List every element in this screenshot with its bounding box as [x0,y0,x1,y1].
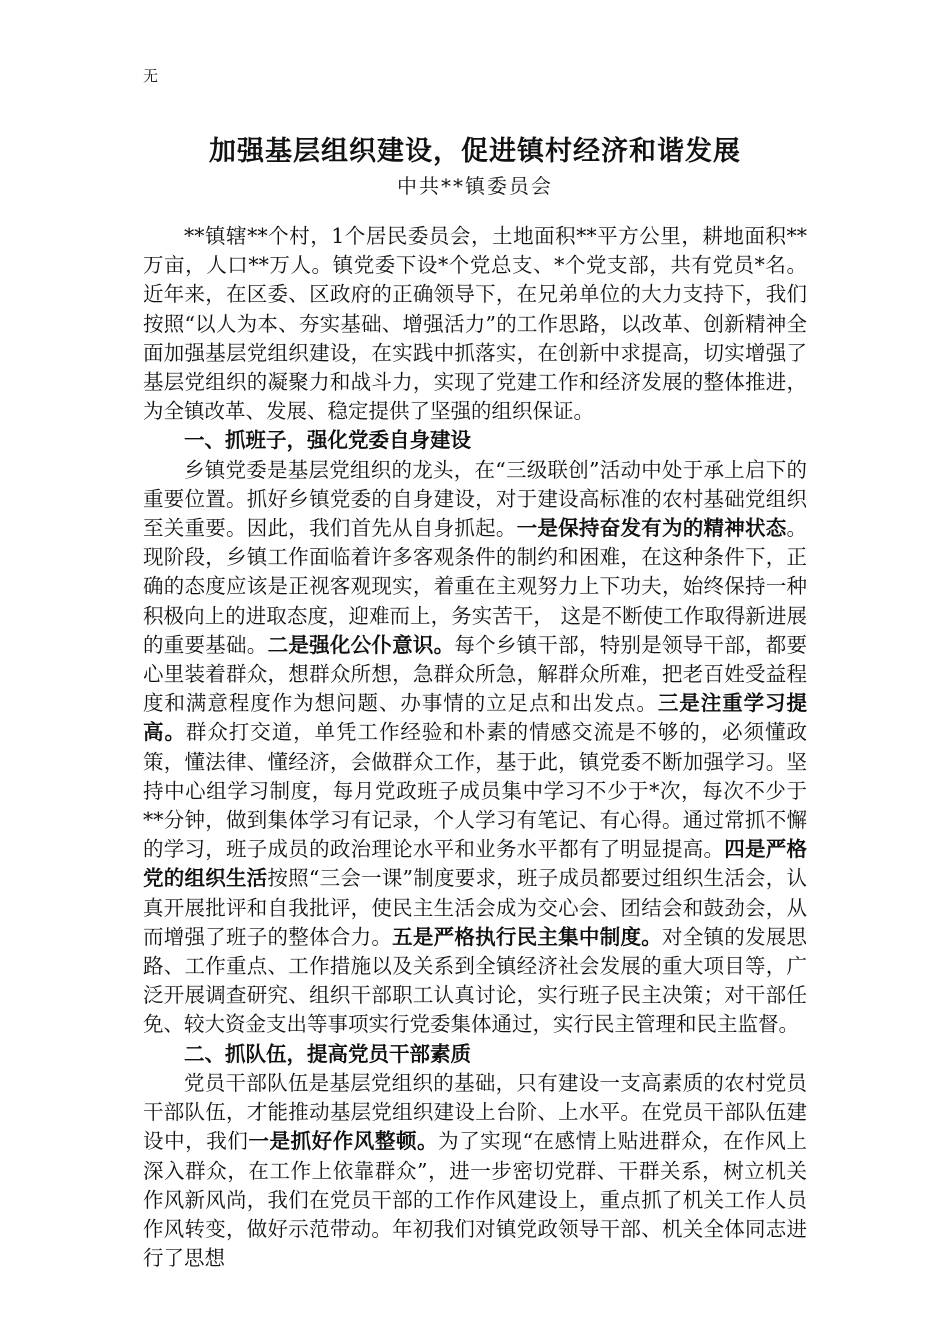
section1-point5: 五是严格执行民主集中制度。 [392,924,662,949]
section2-text1: 为了实现“在感情上贴进群众，在作风上深入群众，在工作上依靠群众”，进一步密切党群、干群关系，树立机关作风新风尚，我们在党员干部的工作作风建设上，重点抓了机关工作人员作风转变，做好示范带动。年初我们对镇党政领导干部、机关全体同志进行了思想 [143,1129,807,1271]
header-mark: 无 [143,67,159,85]
document-body [143,222,807,1273]
section1-text2: 每个乡镇干部，特别是领导干部，都要心里装着群众，想群众所想，急群众所急，解群众所难，把老百姓受益程度和满意程度作为想问题、办事情的立足点和出发点。 [143,632,808,716]
section1-point3: 三是注重学习提高。 [143,691,808,745]
section1-point4: 四是严格党的组织生活 [143,837,808,891]
intro-paragraph: **镇辖**个村，1个居民委员会，土地面积**平方公里，耕地面积**万亩，人口**万人。镇党委下设*个党总支、*个党支部，共有党员*名。近年来，在区委、区政府的正确领导下，在兄弟单位的大力支持下，我们按照“以人为本、夯实基础、增强活力”的工作思路，以改革、创新精神全面加强基层党组织建设，在实践中抓落实，在创新中求提高，切实增强了基层党组织的凝聚力和战斗力，实现了党建工作和经济发展的整体推进，为全镇改革、发展、稳定提供了坚强的组织保证。 [143,224,807,424]
section1-text3: 群众打交道，单凭工作经验和朴素的情感交流是不够的，必须懂政策，懂法律、懂经济，会做群众工作，基于此，镇党委不断加强学习。坚持中心组学习制度，每月党政班子成员集中学习不少于*次，每次不少于**分钟，做到集体学习有记录，个人学习有笔记、有心得。通过常抓不懈的学习，班子成员的政治理论水平和业务水平都有了明显提高。 [143,720,808,862]
section1-text-intro: 乡镇党委是基层党组织的龙头，在“三级联创”活动中处于承上启下的重要位置。抓好乡镇党委的自身建设，对于建设高标准的农村基础党组织至关重要。因此，我们首先从自身抓起。 [143,457,807,541]
section2-paragraph [143,1069,807,1273]
section1-heading: 一、抓班子，强化党委自身建设 [184,428,471,453]
section1-text5: 对全镇的发展思路、工作重点、工作措施以及关系到全镇经济社会发展的重大项目等，广泛开展调查研究、组织干部职工认真讨论，实行班子民主决策；对干部任免、较大资金支出等事项实行党委集体通过，实行民主管理和民主监督。 [143,924,808,1037]
section1-text4: 按照“三会一课”制度要求，班子成员都要过组织生活会，认真开展批评和自我批评，使民主生活会成为交心会、团结会和鼓劲会，从而增强了班子的整体合力。 [143,866,807,949]
section1-point1: 一是保持奋发有为的精神状态 [516,516,787,541]
document-subtitle: 中共**镇委员会 [397,174,553,198]
section2-point1: 一是抓好作风整顿。 [248,1129,439,1154]
section2-text-intro: 党员干部队伍是基层党组织的基础，只有建设一支高素质的农村党员干部队伍，才能推动基层党组织建设上台阶、上水平。在党员干部队伍建设中，我们 [143,1070,807,1154]
section2-heading: 二、抓队伍，提高党员干部素质 [184,1041,471,1066]
section1-paragraph [143,456,807,1040]
section1-text1: 。现阶段，乡镇工作面临着许多客观条件的制约和困难，在这种条件下，正确的态度应该是正视客观现实，着重在主观努力上下功夫，始终保持一种积极向上的进取态度，迎难而上，务实苦干， 这是不断使工作取得新进展的重要基础。 [143,516,808,657]
document-title: 加强基层组织建设，促进镇村经济和谐发展 [209,136,741,167]
section1-point2: 二是强化公仆意识。 [267,632,455,657]
